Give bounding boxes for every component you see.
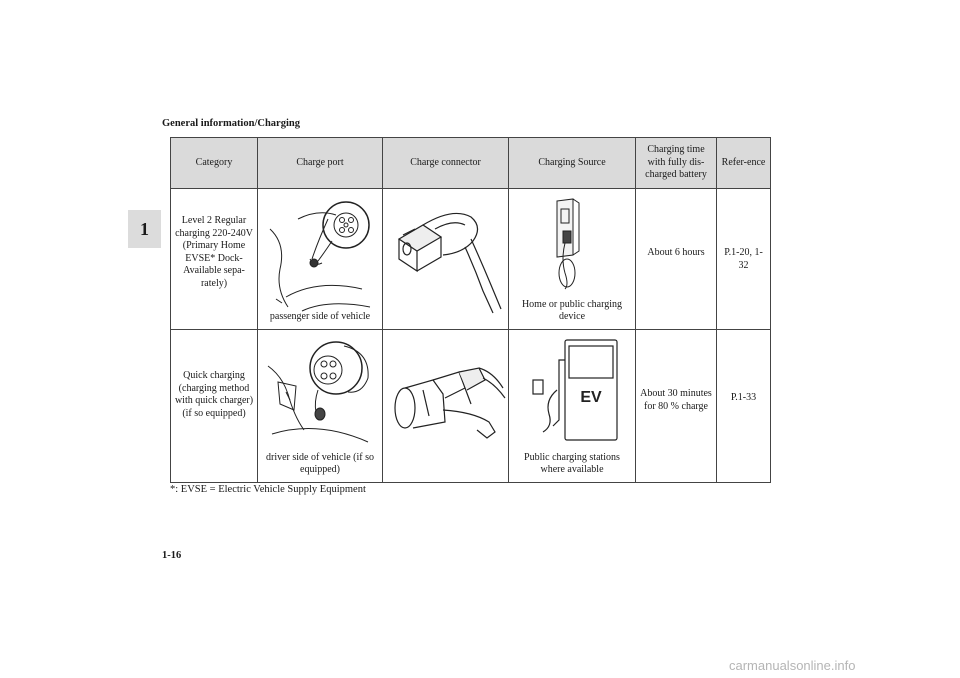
row1-charge-port-caption: passenger side of vehicle xyxy=(269,311,371,322)
watermark: carmanualsonline.info xyxy=(729,658,856,673)
charge-port-illustration xyxy=(258,189,383,330)
chademo-connector-illustration xyxy=(383,330,509,483)
row2-charge-port xyxy=(258,330,383,483)
table-row xyxy=(171,330,771,483)
row1-charge-port xyxy=(258,189,383,330)
col-header-category: Category xyxy=(171,138,258,189)
row1-reference: P.1-20, 1-32 xyxy=(717,189,771,330)
charging-table xyxy=(170,137,771,483)
row1-charging-source-caption: Home or public charging device xyxy=(521,299,623,322)
row1-category: Level 2 Regular charging 220-240V (Primary Home EVSE* Dock-Available sepa-rately) xyxy=(171,189,258,330)
col-header-charging-source: Charging Source xyxy=(509,138,636,189)
row1-charging-time: About 6 hours xyxy=(636,189,717,330)
table-header-row xyxy=(171,138,771,189)
j1772-connector-illustration xyxy=(383,189,509,330)
row1-charging-source xyxy=(509,189,636,330)
page-header-title: General information/Charging xyxy=(162,118,300,129)
row2-charging-source-caption: Public charging stations where available xyxy=(524,452,620,475)
row2-charging-time: About 30 minutes for 80 % charge xyxy=(636,330,717,483)
table-row xyxy=(171,189,771,330)
row2-charge-port-caption: driver side of vehicle (if so equipped) xyxy=(265,452,375,475)
footnote: *: EVSE = Electric Vehicle Supply Equipment xyxy=(170,484,366,495)
row2-charge-connector xyxy=(383,330,509,483)
row2-reference: P.1-33 xyxy=(717,330,771,483)
row1-charge-connector xyxy=(383,189,509,330)
row2-charging-source xyxy=(509,330,636,483)
page-number: 1-16 xyxy=(162,550,182,561)
col-header-charge-connector: Charge connector xyxy=(383,138,509,189)
row2-category: Quick charging (charging method with quick charger) (if so equipped) xyxy=(171,330,258,483)
col-header-charge-port: Charge port xyxy=(258,138,383,189)
col-header-charging-time: Charging time with fully dis-charged battery xyxy=(636,138,717,189)
chapter-tab: 1 xyxy=(128,210,161,248)
col-header-reference: Refer-ence xyxy=(717,138,771,189)
ev-station-label: EV xyxy=(580,389,602,406)
